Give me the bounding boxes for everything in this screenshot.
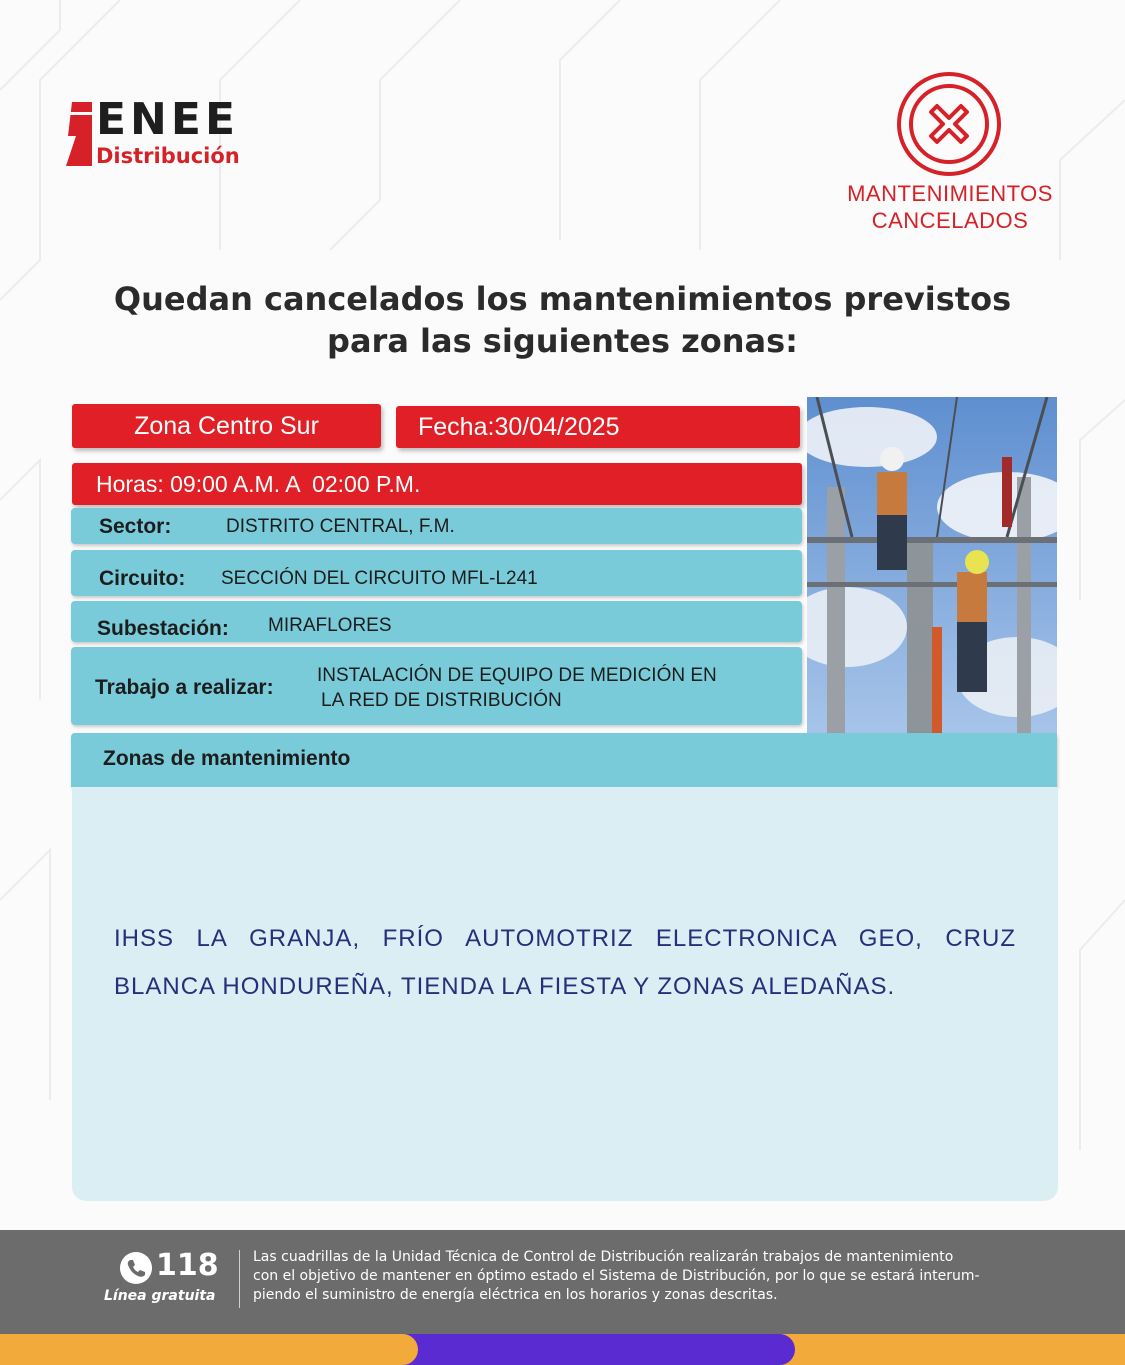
zones-body [72, 787, 1058, 1201]
notice-line-1: Las cuadrillas de la Unidad Técnica de Control de Distribución realizarán trabajos de mantenimiento [253, 1249, 954, 1265]
work-row [71, 647, 802, 725]
logo-subtitle: Distribución [96, 144, 240, 168]
circuit-label: Circuito: [99, 567, 186, 590]
badge-line-2: CANCELADOS [871, 208, 1029, 233]
bottom-strip-orange [0, 1334, 418, 1365]
footer-divider [239, 1250, 240, 1308]
sector-label: Sector: [99, 515, 172, 538]
zones-list-text: IHSS LA GRANJA, FRÍO AUTOMOTRIZ ELECTRONICA GEO, CRUZ BLANCA HONDUREÑA, TIENDA LA FIESTA Y ZONAS ALEDAÑAS. [114, 925, 1016, 1000]
hours-value: 09:00 A.M. A 02:00 P.M. [170, 471, 421, 497]
bottom-strip-purple [400, 1334, 795, 1365]
title-line-2: para las siguientes zonas: [327, 322, 798, 360]
linemen-photo [807, 397, 1057, 744]
cancelled-badge-label [820, 180, 1080, 234]
zone-pill: Zona Centro Sur [72, 404, 381, 448]
work-label: Trabajo a realizar: [95, 676, 274, 699]
notice-line-2: con el objetivo de mantener en óptimo estado el Sistema de Distribución, por lo que se estará interum- [253, 1268, 980, 1284]
footer [0, 1230, 1125, 1334]
phone-number: 118 [156, 1248, 219, 1283]
footer-notice [253, 1248, 1053, 1305]
date-pill [396, 406, 800, 448]
logo-enee-text: ENEE [96, 94, 239, 145]
zones-header-row [71, 733, 1057, 787]
date-value: 30/04/2025 [494, 413, 620, 441]
substation-value: MIRAFLORES [268, 615, 392, 636]
work-value-line-1: INSTALACIÓN DE EQUIPO DE MEDICIÓN EN [317, 665, 717, 686]
date-label: Fecha: [418, 413, 495, 441]
phone-label: Línea gratuita [104, 1288, 216, 1304]
work-value-line-2: LA RED DE DISTRIBUCIÓN [321, 690, 562, 711]
notice-line-3: piendo el suministro de energía eléctrica en los horarios y zonas descritas. [253, 1287, 778, 1303]
cancel-x-circle-icon [895, 70, 1003, 178]
sector-value: DISTRITO CENTRAL, F.M. [226, 516, 455, 537]
phone-icon [120, 1252, 152, 1284]
badge-line-1: MANTENIMIENTOS [847, 181, 1053, 206]
hours-pill [72, 463, 802, 505]
substation-label: Subestación: [97, 617, 229, 640]
circuit-row [71, 550, 802, 596]
hours-label: Horas: [96, 471, 164, 497]
circuit-value: SECCIÓN DEL CIRCUITO MFL-L241 [221, 568, 538, 589]
enee-logo [66, 94, 296, 170]
page-title [40, 278, 1085, 362]
logo-mark-icon [66, 102, 92, 166]
substation-row [71, 601, 802, 642]
sector-row [71, 508, 802, 544]
zones-header-label: Zonas de mantenimiento [103, 747, 351, 770]
title-line-1: Quedan cancelados los mantenimientos previstos [113, 280, 1012, 318]
